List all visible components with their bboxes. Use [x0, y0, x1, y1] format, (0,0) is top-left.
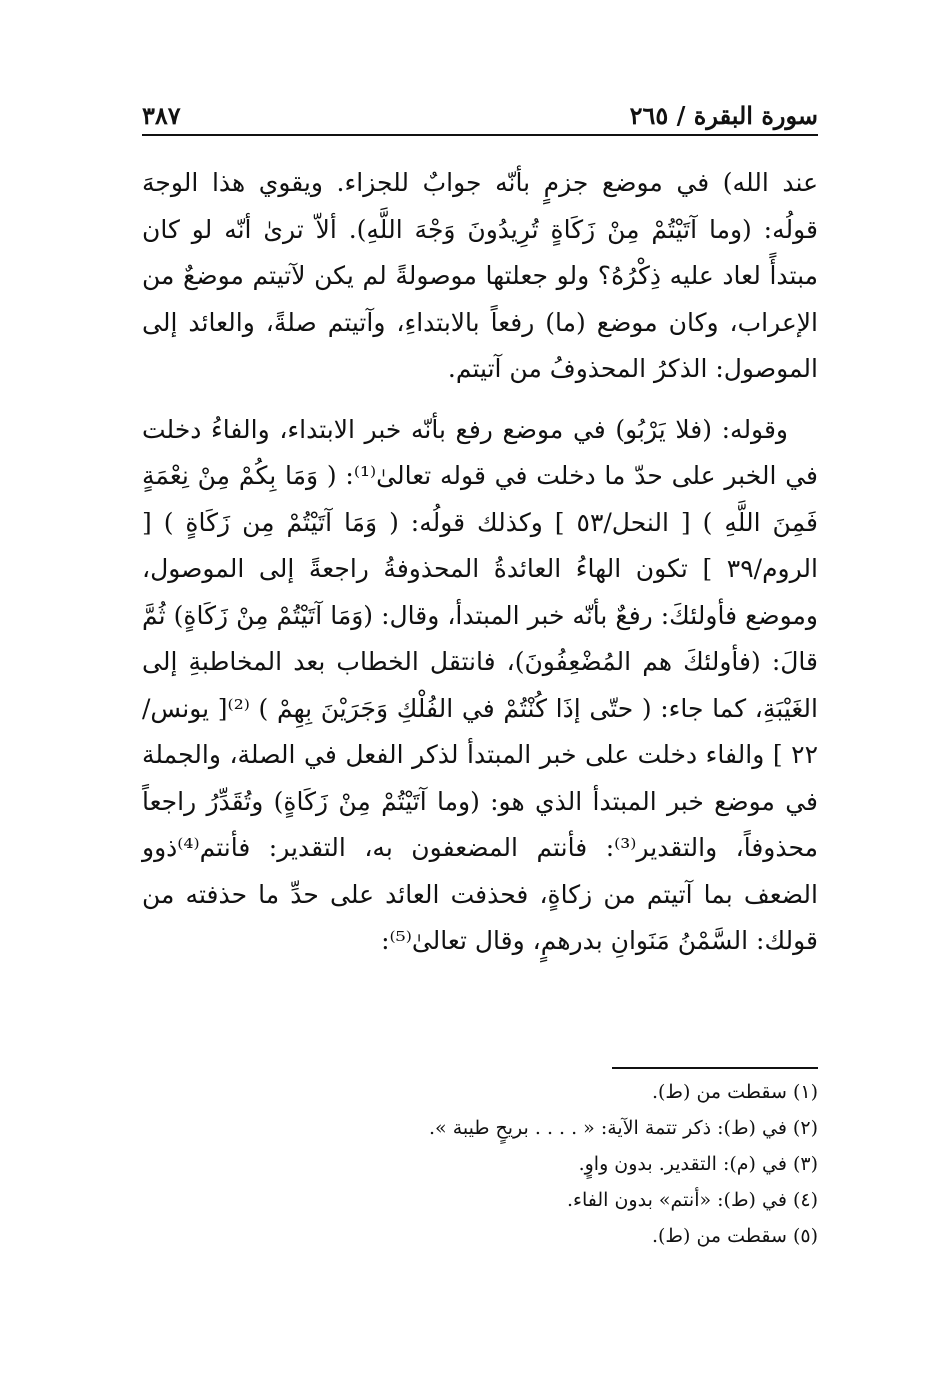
footnote-3: (٣) في (م): التقدير. بدون واوٍ.: [578, 1153, 818, 1175]
paragraph-2: وقوله: (فلا يَرْبُو) في موضع رفع بأنّه خبر الابتداء، والفاءُ دخلت في الخبر على حدّ ما دخلت في قوله تعالىٰ⁽¹⁾: ( وَمَا بِكُمْ مِنْ نِعْمَةٍ فَمِنَ اللَّهِ ) [ النحل/٥٣ ] وكذلك قولُه: ( وَمَا آتَيْتُمْ مِن زَكَاةٍ ) [ الروم/٣٩ ] تكون الهاءُ العائدةُ المحذوفةُ راجعةً إلى الموصول، وموضع فأولئكَ: رفعٌ بأنّه خبر المبتدأ، وقال: (وَمَا آتَيْتُمْ مِنْ زَكَاةٍ) ثُمَّ قالَ: (فأولئكَ هم المُضْعِفُونَ)، فانتقل الخطاب بعد المخاطبةِ إلى الغَيْبَةِ، كما جاء: ( حتّى إذَا كُنْتُمْ في الفُلْكِ وَجَرَيْنَ بِهِمْ ) ⁽²⁾[ يونس/٢٢ ] والفاء دخلت على خبر المبتدأ لذكر الفعل في الصلة، والجملة في موضع خبر المبتدأ الذي هو: (وما آتَيْتُمْ مِنْ زَكَاةٍ) وتُقَدِّرُ راجعاً محذوفاً، والتقدير⁽³⁾: فأنتم المضعفون به، التقدير: فأنتم⁽⁴⁾ذوو الضعف بما آتيتم من زكاةٍ، فحذفت العائد على حدِّ ما حذفته من قولك: السَّمْنُ مَنَوانِ بدرهمٍ، وقال تعالىٰ⁽⁵⁾:: [142, 414, 819, 955]
footnote-5: (٥) سقطت من (ط).: [651, 1225, 818, 1247]
footnote-2: (٢) في (ط): ذكر تتمة الآية: « . . . . بريحٍ طيبة ».: [428, 1117, 818, 1139]
footnotes: [142, 1074, 818, 1254]
main-text: [142, 160, 818, 965]
footnote-4: (٤) في (ط): «أنتم» بدون الفاء.: [567, 1189, 818, 1211]
footnote-separator: [612, 1067, 818, 1069]
page-header: [142, 86, 818, 130]
running-title: سورة البقرة / ٢٦٥: [629, 101, 818, 130]
footnote-1: (١) سقطت من (ط).: [651, 1081, 818, 1103]
paragraph-1: عند الله) في موضع جزمٍ بأنّه جوابٌ للجزاء. ويقوي هذا الوجهَ قولُه: (وما آتَيْتُمْ مِنْ زَكَاةٍ تُرِيدُونَ وَجْهَ اللَّهِ). ألاّ ترىٰ أنّه لو كان مبتدأً لعاد عليه ذِكْرُهُ؟ ولو جعلتها موصولةً لم يكن لآتيتم موضعٌ من الإعراب، وكان موضع (ما) رفعاً بالابتداءِ، وآتيتم صلةً، والعائد إلى الموصول: الذكرُ المحذوفُ من آتيتم.: [142, 168, 818, 383]
header-rule: [142, 134, 818, 136]
page-number: ٣٨٧: [142, 101, 181, 130]
